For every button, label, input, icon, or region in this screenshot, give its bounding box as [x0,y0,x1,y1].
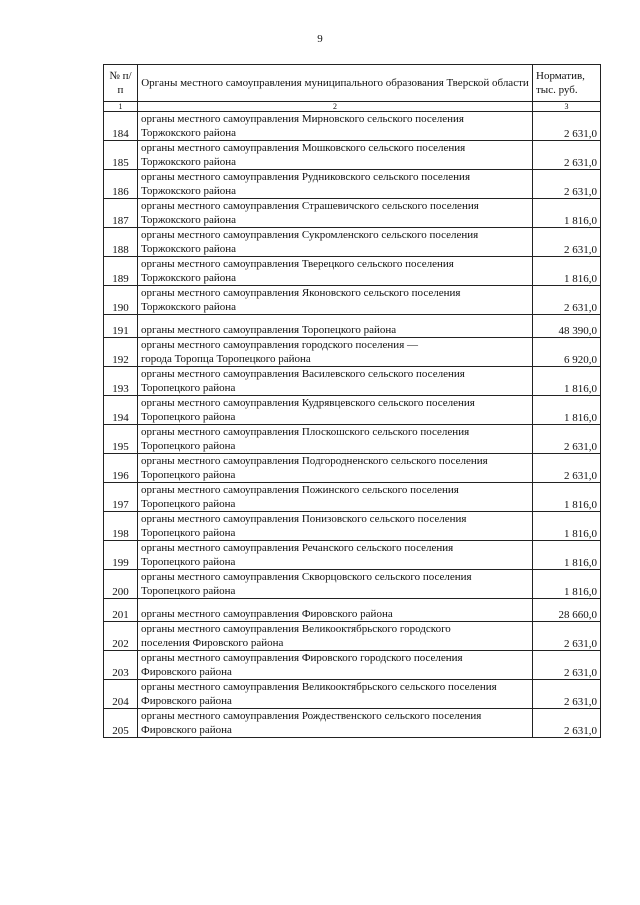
row-organization [138,454,533,483]
row-number: 184 [104,112,138,141]
row-normative-value: 1 816,0 [533,570,601,599]
row-number: 185 [104,141,138,170]
header-index-3: 3 [533,102,601,112]
organization-line-1: органы местного самоуправления Скворцовского сельского поселения [141,571,472,583]
row-number: 202 [104,622,138,651]
row-normative-value: 2 631,0 [533,680,601,709]
row-normative-value: 1 816,0 [533,396,601,425]
organization-line-2: Торопецкого района [141,555,236,568]
organization-line-2: Фировского района [141,723,232,736]
row-organization [138,651,533,680]
table-row [104,622,601,651]
row-number: 188 [104,228,138,257]
row-number: 193 [104,367,138,396]
header-number: № п/п [104,65,138,102]
table-row [104,512,601,541]
row-number: 186 [104,170,138,199]
organization-line-2: Торжокского района [141,184,236,197]
row-organization [138,512,533,541]
row-number: 190 [104,286,138,315]
row-number: 198 [104,512,138,541]
header-organization: Органы местного самоуправления муниципального образования Тверской области [138,65,533,102]
row-normative-value: 2 631,0 [533,228,601,257]
table-row [104,541,601,570]
organization-line-1: органы местного самоуправления Фировского городского поселения [141,652,463,664]
row-normative-value: 2 631,0 [533,651,601,680]
organization-line-1: органы местного самоуправления Сукромленского сельского поселения [141,229,479,241]
organization-line-1: органы местного самоуправления Фировского района [141,607,393,620]
organization-line-1: органы местного самоуправления Яконовского сельского поселения [141,287,461,299]
row-number: 194 [104,396,138,425]
table-row [104,141,601,170]
organization-line-1: органы местного самоуправления Пожинского сельского поселения [141,484,459,496]
organization-line-2: Торжокского района [141,242,236,255]
table-row [104,599,601,622]
organization-line-1: органы местного самоуправления Подгородненского сельского поселения [141,455,488,467]
table-row [104,396,601,425]
organization-line-2: Торжокского района [141,300,236,313]
row-number: 195 [104,425,138,454]
row-number: 200 [104,570,138,599]
normatives-table [103,64,601,738]
page-number: 9 [317,33,323,45]
table-row [104,680,601,709]
row-normative-value: 2 631,0 [533,454,601,483]
organization-line-1: органы местного самоуправления Великооктябрьского сельского поселения [141,681,497,693]
organization-line-2: города Торопца Торопецкого района [141,352,311,365]
row-organization [138,286,533,315]
table-row [104,570,601,599]
row-organization [138,680,533,709]
header-index-2: 2 [138,102,533,112]
row-normative-value: 6 920,0 [533,338,601,367]
row-number: 199 [104,541,138,570]
row-organization [138,483,533,512]
row-organization [138,570,533,599]
organization-line-1: органы местного самоуправления Мошковского сельского поселения [141,142,466,154]
table-header [104,65,601,112]
row-normative-value: 2 631,0 [533,286,601,315]
row-normative-value: 28 660,0 [533,599,601,622]
organization-line-1: органы местного самоуправления Понизовского сельского поселения [141,513,467,525]
row-organization [138,199,533,228]
organization-line-1: органы местного самоуправления Торопецкого района [141,323,397,336]
row-normative-value: 1 816,0 [533,257,601,286]
row-number: 201 [104,599,138,622]
organization-line-2: Торжокского района [141,155,236,168]
row-organization [138,228,533,257]
organization-line-2: Торопецкого района [141,497,236,510]
row-normative-value: 1 816,0 [533,199,601,228]
row-number: 204 [104,680,138,709]
row-organization [138,315,533,338]
organization-line-2: Фировского района [141,665,232,678]
row-normative-value: 2 631,0 [533,141,601,170]
table-row [104,170,601,199]
table-row [104,257,601,286]
row-number: 189 [104,257,138,286]
row-normative-value: 1 816,0 [533,483,601,512]
row-organization [138,541,533,570]
organization-line-2: Торопецкого района [141,410,236,423]
organization-line-1: органы местного самоуправления Рудниковского сельского поселения [141,171,471,183]
row-number: 203 [104,651,138,680]
row-organization [138,112,533,141]
header-normative: Норматив, тыс. руб. [533,65,601,102]
row-organization [138,257,533,286]
row-organization [138,170,533,199]
row-organization [138,599,533,622]
table-row [104,651,601,680]
organization-line-2: Фировского района [141,694,232,707]
organization-line-1: органы местного самоуправления Речанского сельского поселения [141,542,454,554]
row-organization [138,367,533,396]
organization-line-1: органы местного самоуправления Василевского сельского поселения [141,368,465,380]
row-organization [138,396,533,425]
organization-line-1: органы местного самоуправления Мирновского сельского поселения [141,113,464,125]
row-number: 197 [104,483,138,512]
organization-line-2: Торопецкого района [141,439,236,452]
table-row [104,199,601,228]
table-row [104,709,601,738]
row-normative-value: 48 390,0 [533,315,601,338]
table-row [104,483,601,512]
organization-line-2: Торопецкого района [141,584,236,597]
row-normative-value: 1 816,0 [533,541,601,570]
table-row [104,367,601,396]
table-row [104,228,601,257]
row-normative-value: 2 631,0 [533,170,601,199]
table-row [104,425,601,454]
table-row [104,338,601,367]
row-normative-value: 1 816,0 [533,367,601,396]
organization-line-1: органы местного самоуправления Тверецкого сельского поселения [141,258,454,270]
row-normative-value: 2 631,0 [533,112,601,141]
row-organization [138,425,533,454]
organization-line-2: Торжокского района [141,126,236,139]
table-body [104,112,601,738]
row-number: 196 [104,454,138,483]
row-normative-value: 2 631,0 [533,425,601,454]
row-number: 205 [104,709,138,738]
organization-line-1: органы местного самоуправления Великооктябрьского городского [141,623,451,635]
organization-line-1: органы местного самоуправления Плоскошского сельского поселения [141,426,470,438]
organization-line-1: органы местного самоуправления городского поселения — [141,339,419,351]
row-normative-value: 1 816,0 [533,512,601,541]
row-organization [138,709,533,738]
row-organization [138,622,533,651]
row-normative-value: 2 631,0 [533,622,601,651]
organization-line-2: Торопецкого района [141,526,236,539]
table-row [104,112,601,141]
table-row [104,286,601,315]
organization-line-1: органы местного самоуправления Рождественского сельского поселения [141,710,482,722]
organization-line-2: поселения Фировского района [141,636,284,649]
header-index-1: 1 [104,102,138,112]
row-normative-value: 2 631,0 [533,709,601,738]
organization-line-2: Торопецкого района [141,468,236,481]
row-organization [138,141,533,170]
row-organization [138,338,533,367]
organization-line-2: Торопецкого района [141,381,236,394]
row-number: 192 [104,338,138,367]
organization-line-2: Торжокского района [141,213,236,226]
row-number: 187 [104,199,138,228]
organization-line-1: органы местного самоуправления Страшевичского сельского поселения [141,200,479,212]
table-row [104,315,601,338]
table-row [104,454,601,483]
row-number: 191 [104,315,138,338]
organization-line-1: органы местного самоуправления Кудрявцевского сельского поселения [141,397,475,409]
organization-line-2: Торжокского района [141,271,236,284]
